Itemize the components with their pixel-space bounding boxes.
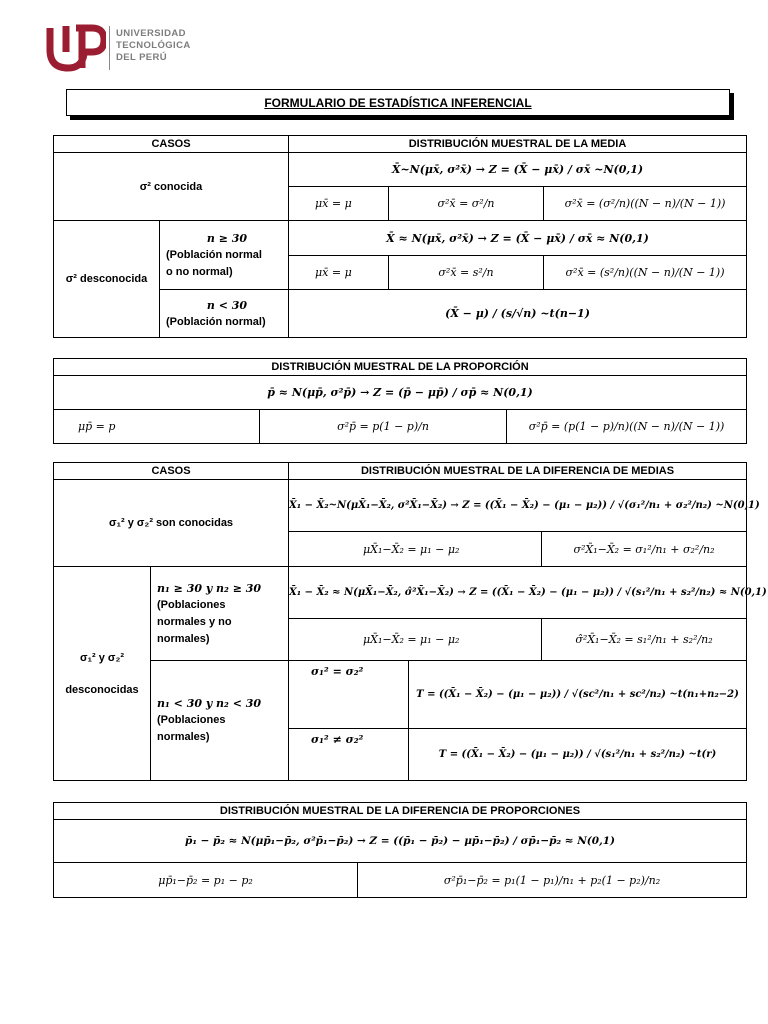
logo-divider: [109, 26, 110, 70]
case-sigmas-unknown-l1: σ₁² y σ₂²: [79, 651, 125, 664]
logo-wordmark: [116, 28, 191, 64]
formula-prop: p̄ ≈ N(μp̄, σ²p̄) → Z = (p̄ − μp̄) / σp̄ ≈ N(0,1): [54, 376, 747, 410]
logo-line-1: UNIVERSIDAD: [116, 28, 186, 39]
utp-logo-mark-icon: [46, 22, 106, 72]
var-media-known-b: σ²x̄ = (σ²/n)((N − n)/(N − 1)): [544, 187, 747, 221]
logo-line-3: DEL PERÚ: [116, 52, 168, 63]
var-media-known-a: σ²x̄ = σ²/n: [389, 187, 544, 221]
note-n-small: (Población normal): [166, 315, 266, 328]
var-difprop: σ²p̄₁−p̄₂ = p₁(1 − p₁)/n₁ + p₂(1 − p₂)/n₂: [358, 863, 747, 898]
formula-difmed-t-unequal: T = ((X̄₁ − X̄₂) − (μ₁ − μ₂)) / √(s₁²/n₁ + s₂²/n₂) ~t(r): [409, 729, 747, 781]
prop-header: DISTRIBUCIÓN MUESTRAL DE LA PROPORCIÓN: [54, 359, 747, 376]
case-sigma-unknown: σ² desconocida: [54, 221, 160, 338]
case-sigma-known: σ² conocida: [54, 153, 289, 221]
table-dif-prop: [53, 802, 747, 898]
formula-difprop: p̄₁ − p̄₂ ≈ N(μp̄₁−p̄₂, σ²p̄₁−p̄₂) → Z = ((p̄₁ − p̄₂) − μp̄₁−p̄₂) / σp̄₁−p̄₂ ≈ N(0,1): [54, 820, 747, 863]
var-difmed-known: σ²X̄₁−X̄₂ = σ₁²/n₁ + σ₂²/n₂: [542, 532, 747, 567]
case-n-large: [160, 221, 289, 290]
formula-media-known: X̄~N(μx̄, σ²x̄) → Z = (X̄ − μx̄) / σx̄ ~N(0,1): [289, 153, 747, 187]
utp-logo: [46, 22, 206, 74]
table-dif-medias: [53, 462, 767, 781]
cond-n-lt-30: n < 30: [206, 298, 248, 312]
var-prop-b: σ²p̄ = (p(1 − p)/n)((N − n)/(N − 1)): [507, 410, 747, 444]
mu-difprop: μp̄₁−p̄₂ = p₁ − p₂: [54, 863, 358, 898]
note-n1n2-large-3: normales): [157, 632, 210, 645]
case-sigmas-unknown: [54, 567, 151, 781]
case-sigmas-unknown-l2: desconocidas: [65, 683, 139, 696]
note-n-large-1: (Población normal: [166, 248, 262, 261]
table-proporcion: [53, 358, 747, 444]
var-prop-a: σ²p̄ = p(1 − p)/n: [260, 410, 507, 444]
page-title: FORMULARIO DE ESTADÍSTICA INFERENCIAL: [264, 95, 532, 110]
media-header-casos: CASOS: [54, 136, 289, 153]
difprop-header: DISTRIBUCIÓN MUESTRAL DE LA DIFERENCIA DE PROPORCIONES: [54, 803, 747, 820]
var-difmed-unknown: σ̂²X̄₁−X̄₂ = s₁²/n₁ + s₂²/n₂: [542, 619, 747, 661]
case-n-small: [160, 290, 289, 338]
table-media: [53, 135, 747, 338]
note-n1n2-large-1: (Poblaciones: [157, 598, 226, 611]
cond-n1n2-ge-30: n₁ ≥ 30 y n₂ ≥ 30: [157, 581, 262, 595]
case-n1n2-small: [151, 661, 289, 781]
cond-n1n2-lt-30: n₁ < 30 y n₂ < 30: [157, 697, 262, 710]
note-n1n2-small-1: (Poblaciones: [157, 714, 226, 726]
difmed-header-casos: CASOS: [54, 463, 289, 480]
formula-difmed-unknown-large: X̄₁ − X̄₂ ≈ N(μX̄₁−X̄₂, σ̂²X̄₁−X̄₂) → Z = ((X̄₁ − X̄₂) − (μ₁ − μ₂)) / √(s₁²/n₁ + s₂²/n₂) ≈ N(0,1): [289, 567, 747, 619]
difmed-header-dist: DISTRIBUCIÓN MUESTRAL DE LA DIFERENCIA DE MEDIAS: [289, 463, 747, 480]
formula-difmed-known: X̄₁ − X̄₂~N(μX̄₁−X̄₂, σ²X̄₁−X̄₂) → Z = ((X̄₁ − X̄₂) − (μ₁ − μ₂)) / √(σ₁²/n₁ + σ₂²/n₂) ~N(0,1): [289, 480, 747, 532]
var-media-unknown-a: σ²x̄ = s²/n: [389, 256, 544, 290]
formula-media-t: (X̄ − μ) / (s/√n) ~t(n−1): [289, 290, 747, 338]
note-n-large-2: o no normal): [166, 265, 233, 278]
logo-line-2: TECNOLÓGICA: [116, 40, 191, 51]
mu-prop: μp̄ = p: [54, 410, 260, 444]
page-title-box: [66, 89, 730, 116]
mu-difmed-known: μX̄₁−X̄₂ = μ₁ − μ₂: [289, 532, 542, 567]
note-n1n2-small-2: normales): [157, 731, 210, 743]
mu-difmed-unknown: μX̄₁−X̄₂ = μ₁ − μ₂: [289, 619, 542, 661]
cond-n-ge-30: n ≥ 30: [206, 231, 248, 245]
formula-difmed-t-equal: T = ((X̄₁ − X̄₂) − (μ₁ − μ₂)) / √(sc²/n₁ + sc²/n₂) ~t(n₁+n₂−2): [409, 661, 747, 729]
var-media-unknown-b: σ²x̄ = (s²/n)((N − n)/(N − 1)): [544, 256, 747, 290]
case-sigmas-known: σ₁² y σ₂² son conocidas: [54, 480, 289, 567]
case-n1n2-large: [151, 567, 289, 661]
cond-var-equal: σ₁² = σ₂²: [289, 661, 409, 729]
cond-var-unequal: σ₁² ≠ σ₂²: [289, 729, 409, 781]
note-n1n2-large-2: normales y no: [157, 615, 232, 628]
mu-media-known: μx̄ = μ: [289, 187, 389, 221]
formula-media-unknown-large: X̄ ≈ N(μx̄, σ²x̄) → Z = (X̄ − μx̄) / σx̄ ≈ N(0,1): [289, 221, 747, 256]
mu-media-unknown: μx̄ = μ: [289, 256, 389, 290]
media-header-dist: DISTRIBUCIÓN MUESTRAL DE LA MEDIA: [289, 136, 747, 153]
